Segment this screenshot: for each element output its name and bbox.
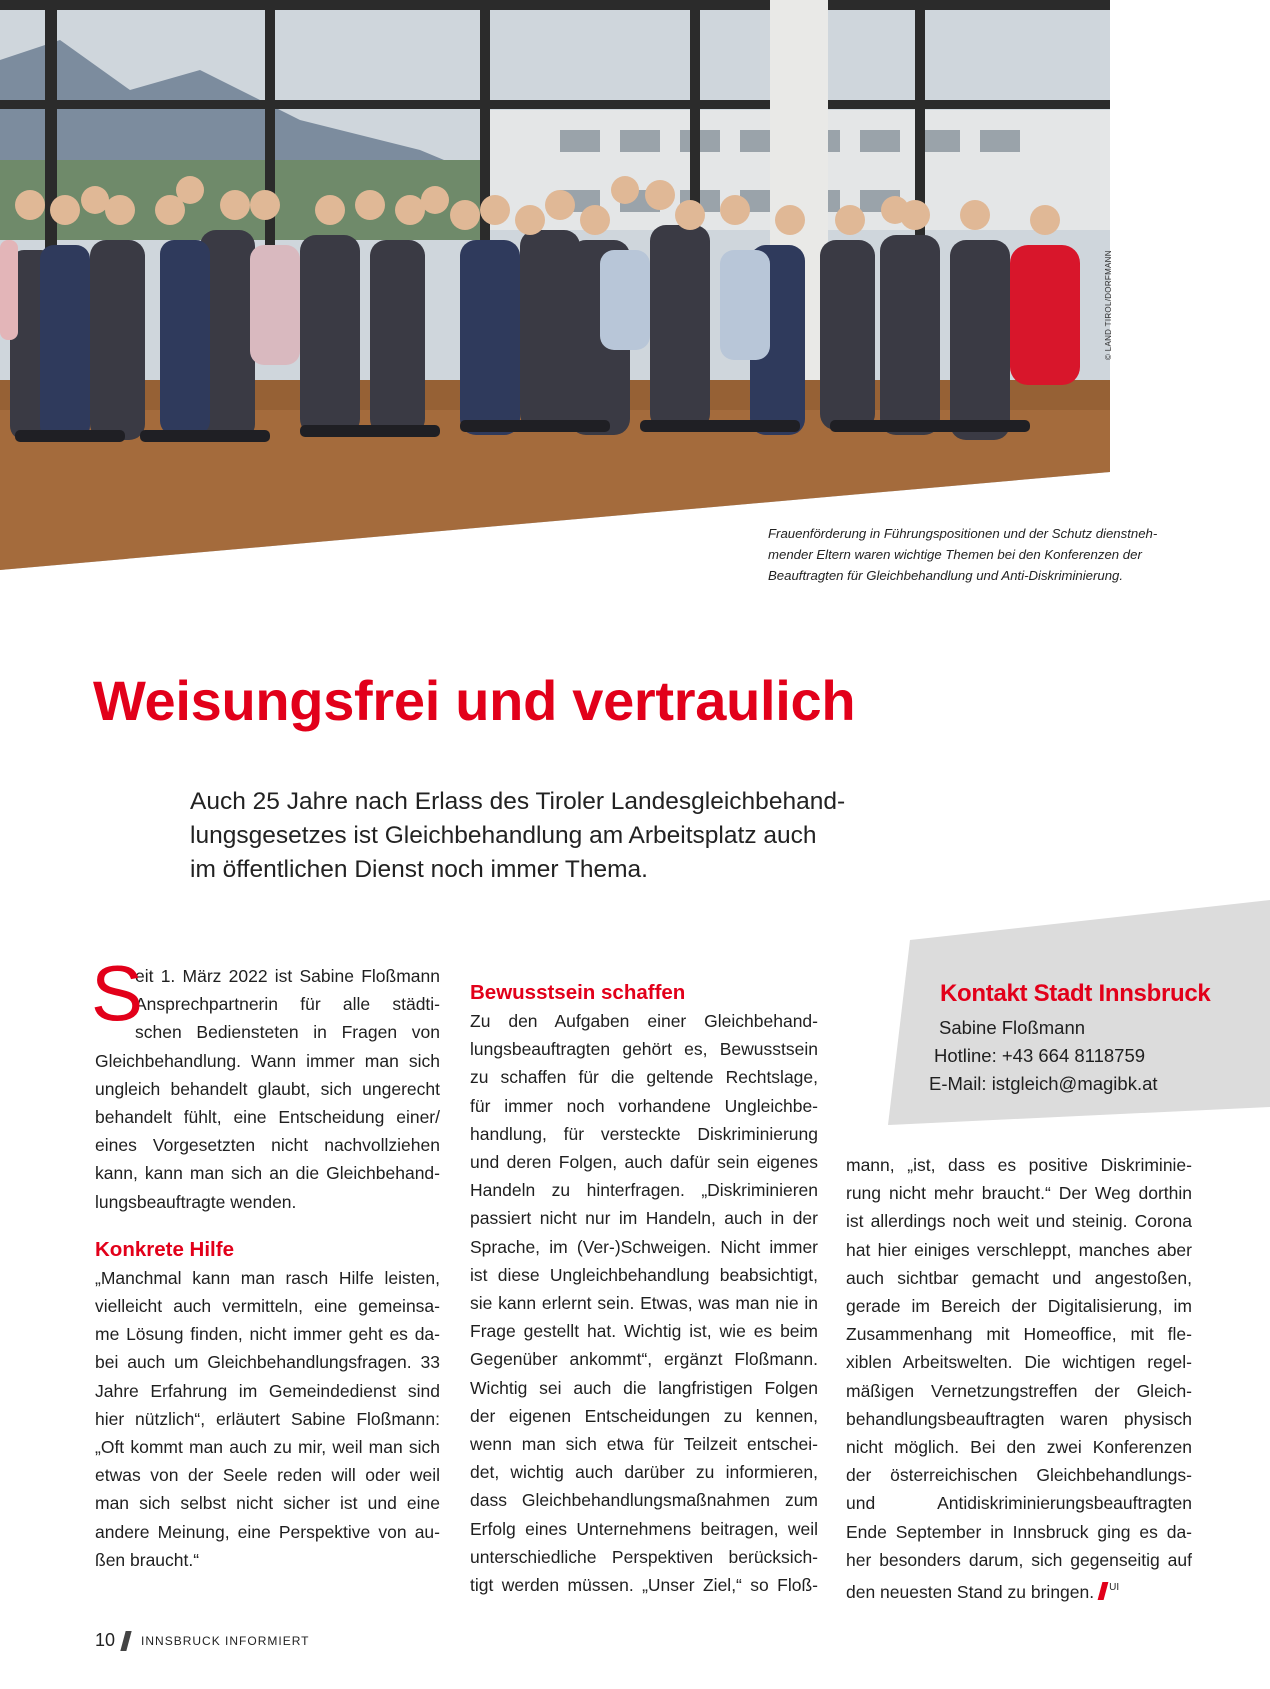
author-signoff: UI bbox=[1109, 1582, 1120, 1594]
caption-line: Beauftragten für Gleichbehandlung und Anti-Diskriminierung. bbox=[768, 568, 1124, 583]
text-line: Jahre Erfahrung im Gemeindedienst sind bbox=[95, 1380, 440, 1401]
text-line: „Oft kommt man auch zu mir, weil man sich bbox=[95, 1437, 440, 1458]
text-line: lungsbeauftragten gehört es, Bewusstsein bbox=[470, 1039, 818, 1060]
article-lead bbox=[190, 785, 850, 887]
text-line: für immer noch vorhandene Ungleichbe- bbox=[470, 1095, 818, 1116]
text-line: rung nicht mehr braucht.“ Der Weg dorthin bbox=[846, 1183, 1192, 1204]
article-headline: Weisungsfrei und vertraulich bbox=[93, 669, 856, 732]
text-line: hier nützlich“, erläutert Sabine Floßmann: bbox=[95, 1408, 440, 1429]
contact-title: Kontakt Stadt Innsbruck bbox=[940, 980, 1211, 1007]
text-line: ist diese Ungleichbehandlung beabsichtigt, bbox=[470, 1264, 818, 1285]
text-line: handlung, für versteckte Diskriminierung bbox=[470, 1123, 818, 1144]
photo-caption bbox=[768, 523, 1198, 586]
text-line: eit 1. März 2022 ist Sabine Floßmann bbox=[135, 966, 440, 986]
photo-credit: © LAND TIROL/DORFMANN bbox=[1104, 250, 1113, 360]
text-line: andere Meinung, eine Perspektive von au- bbox=[95, 1521, 440, 1542]
subheading-bewusstsein-schaffen: Bewusstsein schaffen bbox=[470, 981, 686, 1004]
text-line: Zu den Aufgaben einer Gleichbehand- bbox=[470, 1011, 818, 1031]
end-mark-icon bbox=[1098, 1582, 1109, 1600]
text-line: wenn man sich etwa für Teilzeit entschei- bbox=[470, 1434, 818, 1455]
text-line: Sprache, im (Ver-)Schweigen. Nicht immer bbox=[470, 1236, 818, 1257]
text-line: man sich selbst nicht sicher ist und eine bbox=[95, 1493, 440, 1514]
text-line: den neuesten Stand zu bringen. bbox=[846, 1582, 1095, 1603]
text-line: mann, „ist, dass es positive Diskriminie- bbox=[846, 1155, 1192, 1175]
lead-line: Auch 25 Jahre nach Erlass des Tiroler Landesgleichbehand- bbox=[190, 788, 846, 815]
text-line: xiblen Arbeitswelten. Die wichtigen regel- bbox=[846, 1352, 1192, 1373]
text-line: lungsbeauftragte wenden. bbox=[95, 1191, 297, 1212]
caption-line: Frauenförderung in Führungspositionen und der Schutz dienstneh- bbox=[768, 526, 1158, 541]
text-line: eines Vorgesetzten nicht nachvollziehen bbox=[95, 1135, 440, 1156]
text-line: Ansprechpartnerin für alle städti- bbox=[135, 994, 440, 1015]
text-line: passiert nicht nur im Handeln, auch in der bbox=[470, 1208, 818, 1229]
slash-icon bbox=[120, 1631, 131, 1651]
article-photo bbox=[0, 0, 1110, 570]
subheading-konkrete-hilfe: Konkrete Hilfe bbox=[95, 1237, 234, 1261]
text-line: vielleicht auch vermitteln, eine gemeinsa- bbox=[95, 1296, 440, 1317]
caption-line: mender Eltern waren wichtige Themen bei den Konferenzen der bbox=[768, 547, 1142, 562]
text-line: her besonders darum, sich gegenseitig auf bbox=[846, 1549, 1192, 1570]
article-column-1 bbox=[91, 949, 440, 1574]
text-line: Gegenüber ankommt“, ergänzt Floßmann. bbox=[470, 1349, 818, 1370]
text-line: tigt werden müssen. „Unser Ziel,“ so Floß- bbox=[470, 1575, 818, 1596]
text-line: ßen braucht.“ bbox=[95, 1549, 200, 1570]
contact-email: E-Mail: istgleich@magibk.at bbox=[929, 1073, 1158, 1094]
text-line: me Lösung finden, nicht immer geht es da- bbox=[95, 1324, 440, 1345]
text-line: und deren Folgen, auch dafür sein eigenes bbox=[470, 1152, 818, 1173]
text-line: ungleich behandelt glaubt, sich ungerecht bbox=[95, 1078, 440, 1099]
text-line: etwas von der Seele reden will oder weil bbox=[95, 1465, 440, 1486]
contact-name: Sabine Floßmann bbox=[939, 1017, 1086, 1038]
drop-cap: S bbox=[91, 949, 144, 1037]
text-line: Erfolg eines Unternehmens beitragen, weil bbox=[470, 1518, 818, 1539]
text-line: und Antidiskriminierungsbeauftragten bbox=[846, 1493, 1192, 1514]
text-line: mäßigen Vernetzungstreffen der Gleich- bbox=[846, 1380, 1192, 1401]
text-line: bei auch um Gleichbehandlungsfragen. 33 bbox=[95, 1352, 440, 1373]
page-footer bbox=[95, 1630, 309, 1651]
lead-line: im öffentlichen Dienst noch immer Thema. bbox=[190, 856, 648, 883]
text-line: auch sichtbar gemacht und angestoßen, bbox=[846, 1267, 1192, 1288]
text-line: behandlungsbeauftragten waren physisch bbox=[846, 1408, 1192, 1429]
text-line: kann, kann man sich an die Gleichbehand- bbox=[95, 1163, 440, 1184]
article-column-3 bbox=[846, 1151, 1192, 1606]
text-line: der eigenen Entscheidungen zu kennen, bbox=[470, 1405, 818, 1426]
text-line: Zusammenhang mit Homeoffice, mit fle- bbox=[846, 1324, 1192, 1345]
text-line: gerade im Bereich der Digitalisierung, im bbox=[846, 1296, 1192, 1317]
text-line: ist allerdings noch weit und steinig. Corona bbox=[846, 1211, 1192, 1232]
text-line: sie kann erlernt sein. Etwas, was man nie in bbox=[470, 1293, 818, 1314]
text-line: hat hier einiges verschleppt, manches aber bbox=[846, 1239, 1192, 1260]
text-line: Ende September in Innsbruck ging es da- bbox=[846, 1521, 1192, 1542]
intro-paragraph bbox=[91, 949, 440, 1216]
text-line: „Manchmal kann man rasch Hilfe leisten, bbox=[95, 1267, 440, 1288]
text-line: Handeln zu hinterfragen. „Diskriminieren bbox=[470, 1180, 818, 1201]
text-line: det, wichtig auch darüber zu informieren, bbox=[470, 1462, 818, 1483]
text-line: Gleichbehandlung. Wann immer man sich bbox=[95, 1050, 440, 1071]
contact-box bbox=[926, 980, 1256, 1098]
lead-line: lungsgesetzes ist Gleichbehandlung am Arbeitsplatz auch bbox=[190, 822, 817, 849]
text-line: unterschiedliche Perspektiven berücksich- bbox=[470, 1546, 818, 1567]
final-line bbox=[846, 1574, 1192, 1606]
text-line: Wichtig sei auch die langfristigen Folgen bbox=[470, 1377, 818, 1398]
text-line: dass Gleichbehandlungsmaßnahmen zum bbox=[470, 1490, 818, 1511]
article-column-2 bbox=[470, 979, 818, 1599]
contact-hotline: Hotline: +43 664 8118759 bbox=[934, 1045, 1146, 1066]
publication-name: INNSBRUCK INFORMIERT bbox=[141, 1633, 310, 1648]
text-line: der österreichischen Gleichbehandlungs- bbox=[846, 1465, 1192, 1486]
text-line: behandelt fühlt, eine Entscheidung einer/ bbox=[95, 1107, 440, 1128]
text-line: Frage gestellt hat. Wichtig ist, wie es beim bbox=[470, 1321, 818, 1342]
page-number: 10 bbox=[95, 1630, 116, 1650]
text-line: zu schaffen für die geltende Rechtslage, bbox=[470, 1067, 818, 1088]
text-line: nicht möglich. Bei den zwei Konferenzen bbox=[846, 1437, 1192, 1458]
text-line: schen Bediensteten in Fragen von bbox=[135, 1022, 440, 1043]
